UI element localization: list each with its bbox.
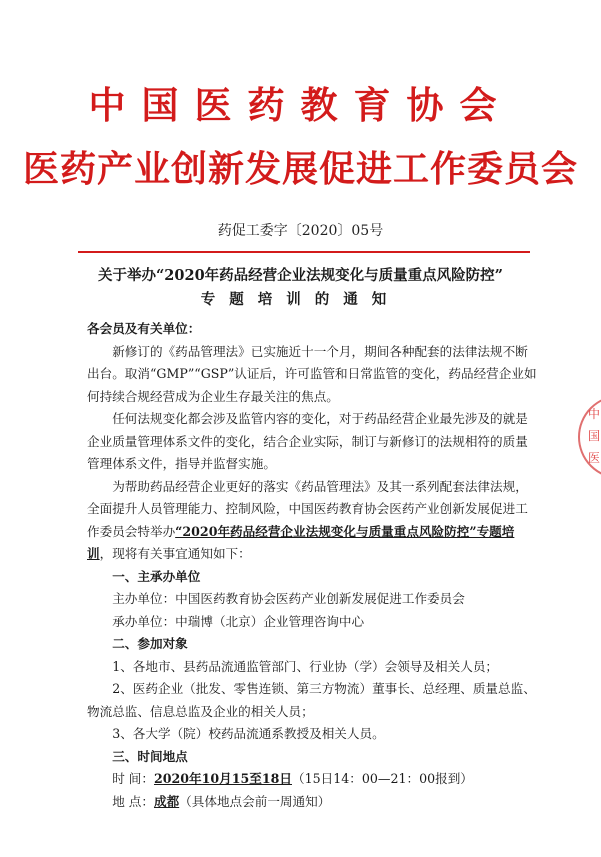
training-name-highlight: “2020年药品经营企业法规变化与质量重点风险防控”专题培训: [87, 523, 515, 561]
participant-item-2: 2、医药企业（批发、零售连锁、第三方物流）董事长、总经理、质量总监、物流总监、信息总监及企业的相关人员；: [87, 681, 536, 719]
place-label: 地 点：: [112, 793, 154, 809]
salutation: 各会员及有关单位：: [87, 321, 201, 336]
stamp-char-3: 医: [588, 451, 601, 465]
host-unit: 主办单位：中国医药教育协会医药产业创新发展促进工作委员会: [112, 591, 465, 606]
organizer-unit: 承办单位：中瑞博（北京）企业管理咨询中心: [112, 613, 365, 629]
notice-body: [87, 318, 539, 813]
stamp-char-2: 国: [588, 429, 601, 443]
section-2-heading: 二、参加对象: [112, 636, 188, 651]
paragraph-3-after: ，现将有关事宜通知如下：: [99, 546, 251, 561]
place-note: （具体地点会前一周通知）: [179, 793, 331, 809]
paragraph-3: [87, 476, 539, 566]
section-1-heading: 一、主承办单位: [112, 568, 201, 584]
notice-title-line2: 专题培训的通知: [200, 291, 401, 308]
paragraph-3-before: 为帮助药品经营企业更好的落实《药品管理法》及其一系列配套法律法规，全面提升人员管理能力、控制风险，中国医药教育协会医药产业创新发展促进工作委员会特举办: [87, 478, 528, 539]
paragraph-2: 任何法规变化都会涉及监管内容的变化，对于药品经营企业最先涉及的就是企业质量管理体系文件的变化，结合企业实际，制订与新修订的法规相符的质量管理体系文件，指导并监督实施。: [87, 411, 528, 471]
time-label: 时 间：: [112, 771, 154, 786]
section-3-heading: 三、时间地点: [112, 748, 188, 764]
time-value: 2020年10月15至18日: [153, 771, 292, 786]
place-line: [87, 791, 539, 814]
participant-item-1: 1、各地市、县药品流通监管部门、行业协（学）会领导及相关人员；: [112, 658, 499, 674]
paragraph-1: 新修订的《药品管理法》已实施近十一个月，期间各种配套的法律法规不断出台。取消“GMP”“GSP”认证后，许可监管和日常监管的变化，药品经营企业如何持续合规经营成为企业生存最关注的焦点。: [87, 343, 537, 404]
org-name-line1: 中国医药教育协会: [88, 83, 513, 127]
stamp-char-1: 中: [588, 407, 601, 421]
org-name-line2: 医药产业创新发展促进工作委员会: [22, 148, 578, 190]
time-note: （15日14：00—21：00报到）: [292, 771, 473, 786]
place-value: 成都: [153, 793, 180, 809]
notice-title-line1: 关于举办“2020年药品经营企业法规变化与质量重点风险防控”: [97, 267, 504, 284]
participant-item-3: 3、各大学（院）校药品流通系教授及相关人员。: [112, 726, 385, 741]
official-seal-stamp: [578, 395, 601, 479]
red-divider-line: [78, 251, 530, 253]
document-number: 药促工委字〔2020〕05号: [217, 223, 384, 239]
time-line: [87, 768, 539, 791]
